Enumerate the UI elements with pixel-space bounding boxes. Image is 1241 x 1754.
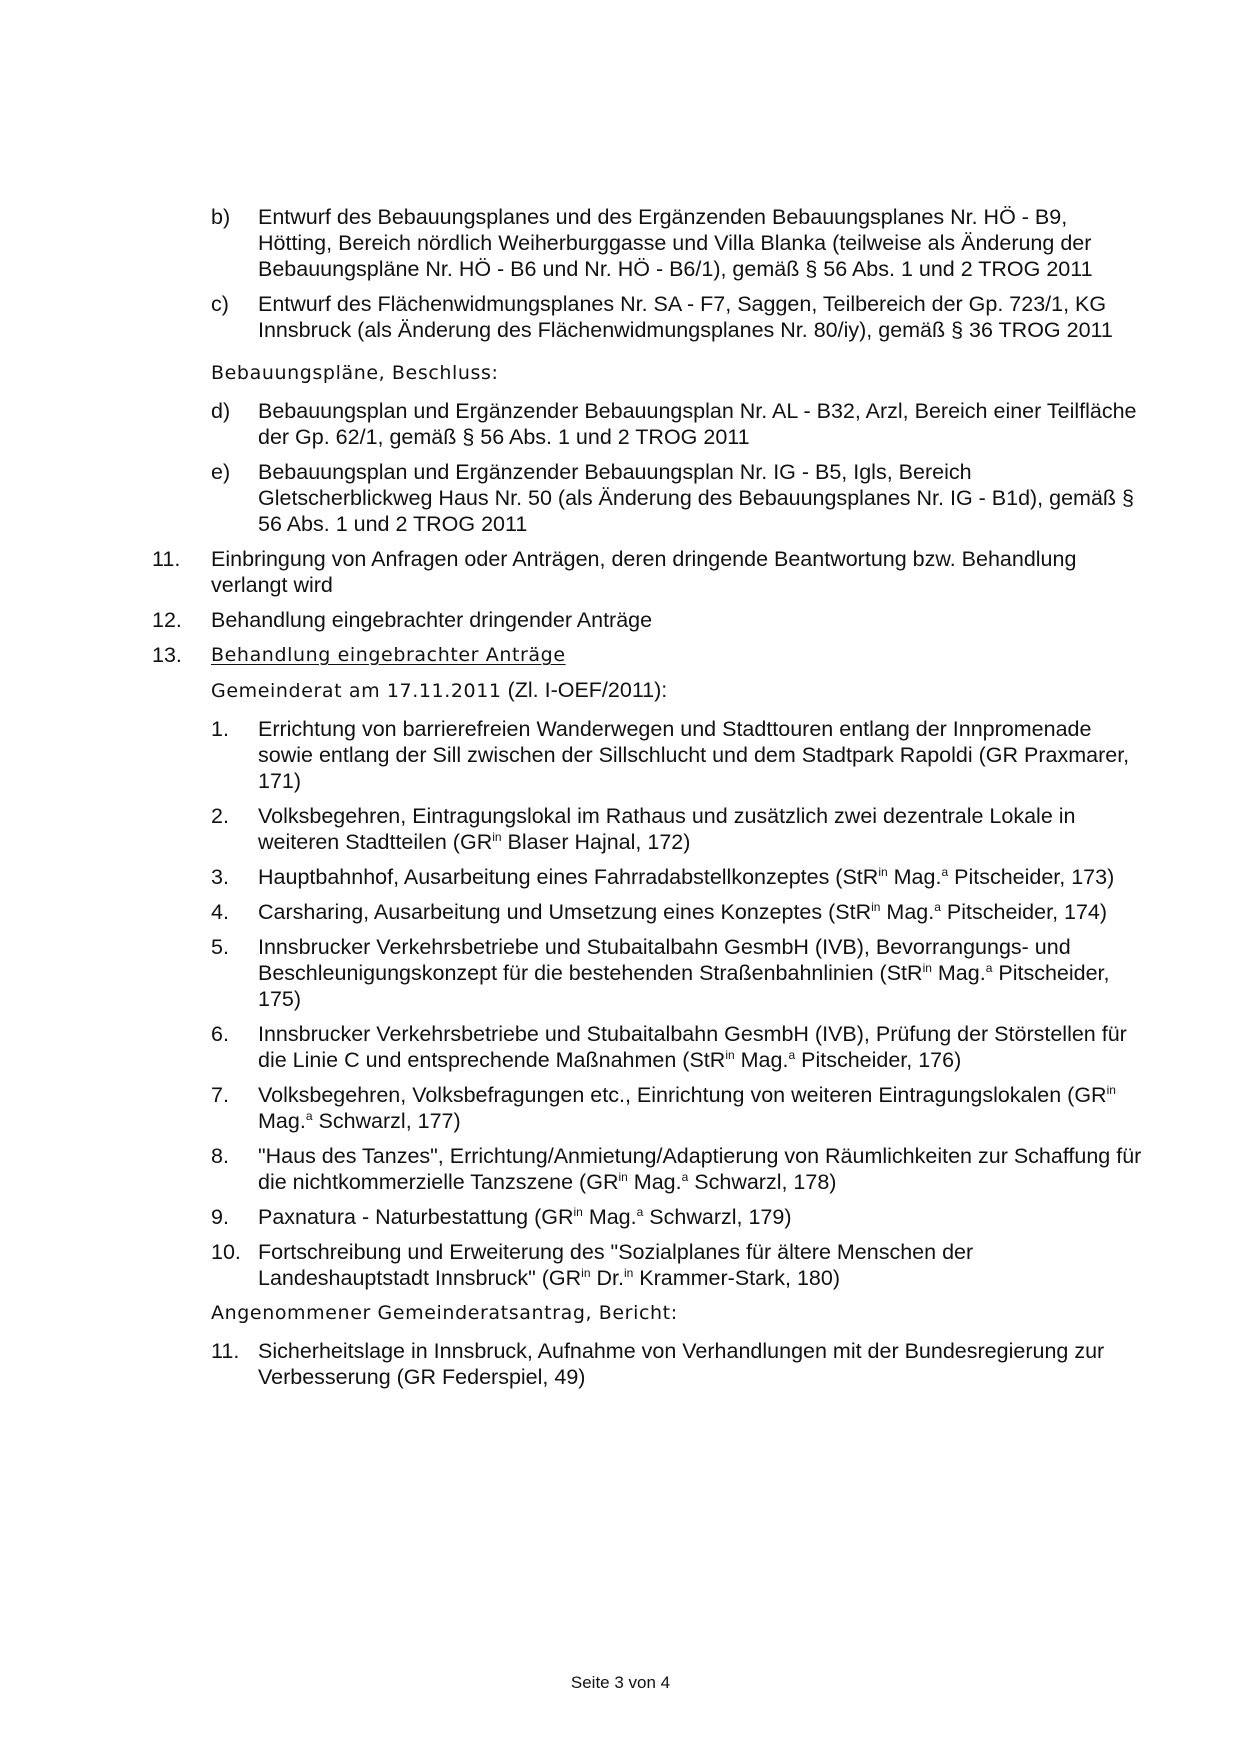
motion-item-7 xyxy=(211,1082,1142,1134)
item-text: Bebauungsplan und Ergänzender Bebauungsplan Nr. AL - B32, Arzl, Bereich einer Teilfläche der Gp. 62/1, gemäß § 56 Abs. 1 und 2 TROG 2011 xyxy=(258,399,1137,449)
item-label: 3. xyxy=(211,865,229,889)
text-part: Volksbegehren, Volksbefragungen etc., Einrichtung von weiteren Eintragungslokalen (GR xyxy=(258,1083,1107,1107)
text-part: Mag. xyxy=(880,900,935,924)
item-label: 6. xyxy=(211,1022,229,1046)
text-part: Paxnatura - Naturbestattung (GR xyxy=(258,1205,574,1229)
superscript: in xyxy=(725,1048,735,1062)
item-text xyxy=(258,1204,1142,1230)
item-number: 12. xyxy=(152,608,182,632)
superscript: a xyxy=(934,900,941,914)
agenda-item-12 xyxy=(152,607,1142,633)
motion-item-4 xyxy=(211,899,1142,925)
agenda-subitem-b xyxy=(211,204,1142,282)
item-label: 4. xyxy=(211,900,229,924)
session-reference: (Zl. I-OEF/2011): xyxy=(501,678,668,702)
item-label: b) xyxy=(211,205,231,229)
superscript: in xyxy=(623,1266,634,1280)
session-date: Gemeinderat am 17.11.2011 xyxy=(211,680,502,702)
text-part: Pitscheider, 176) xyxy=(795,1048,962,1072)
superscript: a xyxy=(305,1109,313,1123)
agenda-item-11 xyxy=(152,546,1142,598)
text-part: Hauptbahnhof, Ausarbeitung eines Fahrradabstellkonzeptes (StR xyxy=(258,865,879,889)
motion-item-5 xyxy=(211,934,1142,1012)
section-title: Behandlung eingebrachter Anträge xyxy=(211,644,566,666)
motion-item-10 xyxy=(211,1239,1142,1291)
motion-item-3 xyxy=(211,864,1142,890)
item-label: 11. xyxy=(211,1339,240,1363)
text-part: Innsbrucker Verkehrsbetriebe und Stubaitalbahn GesmbH (IVB), Prüfung der Störstellen für die Linie C und entsprechende Maßnahmen (StR xyxy=(258,1022,1127,1072)
superscript: a xyxy=(788,1048,796,1062)
text-part: Dr. xyxy=(590,1266,624,1290)
text-part: Mag. xyxy=(931,961,986,985)
item-label: 5. xyxy=(211,935,229,959)
text-part: Krammer-Stark, 180) xyxy=(633,1266,840,1290)
text-part: Mag. xyxy=(734,1048,789,1072)
superscript: a xyxy=(636,1205,644,1219)
item-text: Sicherheitslage in Innsbruck, Aufnahme von Verhandlungen mit der Bundesregierung zur Verbesserung (GR Federspiel, 49) xyxy=(258,1339,1105,1389)
superscript: in xyxy=(581,1266,591,1280)
agenda-subitem-e xyxy=(211,459,1142,537)
item-text xyxy=(258,934,1142,1012)
agenda-content xyxy=(152,204,1142,1390)
page-footer: Seite 3 von 4 xyxy=(570,1673,671,1692)
superscript: in xyxy=(618,1170,628,1184)
text-part: Carsharing, Ausarbeitung und Umsetzung eines Konzeptes (StR xyxy=(258,900,872,924)
motion-item-6 xyxy=(211,1021,1142,1073)
text-part: Schwarzl, 177) xyxy=(312,1109,461,1133)
session-subheading xyxy=(211,677,1142,704)
item-label: 8. xyxy=(211,1144,229,1168)
item-text xyxy=(258,1239,1142,1291)
text-part: Fortschreibung und Erweiterung des "Sozialplanes für ältere Menschen der Landeshauptstadt Innsbruck" (GR xyxy=(258,1240,974,1290)
text-part: Mag. xyxy=(627,1170,682,1194)
agenda-item-13 xyxy=(152,642,1142,668)
item-text: Bebauungsplan und Ergänzender Bebauungsplan Nr. IG - B5, Igls, Bereich Gletscherblickweg Haus Nr. 50 (als Änderung des Bebauungsplanes Nr. IG - B1d), gemäß § 56 Abs. 1 und 2 TROG 2011 xyxy=(258,460,1134,536)
item-text xyxy=(258,864,1142,890)
text-part: Mag. xyxy=(258,1109,306,1133)
text-part: Volksbegehren, Eintragungslokal im Rathaus und zusätzlich zwei dezentrale Lokale in weiteren Stadtteilen (GR xyxy=(258,804,1076,854)
text-part: Pitscheider, 175) xyxy=(258,961,1110,1011)
superscript: a xyxy=(941,865,949,879)
text-part: Schwarzl, 179) xyxy=(643,1205,792,1229)
agenda-subitem-d xyxy=(211,398,1142,450)
superscript: in xyxy=(1106,1083,1116,1097)
item-text: Behandlung eingebrachter dringender Anträge xyxy=(211,608,653,632)
superscript: in xyxy=(573,1205,583,1219)
superscript: a xyxy=(985,961,993,975)
motion-item-11 xyxy=(211,1338,1142,1390)
subheading-bebauungsplaene: Bebauungspläne, Beschluss: xyxy=(211,362,499,384)
item-label: d) xyxy=(211,399,231,423)
text-part: Schwarzl, 178) xyxy=(688,1170,837,1194)
text-part: Pitscheider, 173) xyxy=(948,865,1115,889)
item-label: 9. xyxy=(211,1205,229,1229)
item-label: 2. xyxy=(211,804,229,828)
item-text: Entwurf des Flächenwidmungsplanes Nr. SA - F7, Saggen, Teilbereich der Gp. 723/1, KG Innsbruck (als Änderung des Flächenwidmungsplanes Nr. 80/iy), gemäß § 36 TROG 2011 xyxy=(258,292,1113,342)
item-text: Einbringung von Anfragen oder Anträgen, deren dringende Beantwortung bzw. Behandlung verlangt wird xyxy=(211,547,1077,597)
superscript: a xyxy=(681,1170,689,1184)
motion-item-2 xyxy=(211,803,1142,855)
item-label: 7. xyxy=(211,1083,229,1107)
item-label: 1. xyxy=(211,717,229,741)
item-label: 10. xyxy=(211,1240,241,1264)
agenda-subitem-c xyxy=(211,291,1142,343)
text-part: Pitscheider, 174) xyxy=(940,900,1108,924)
item-number: 11. xyxy=(152,547,181,571)
item-number: 13. xyxy=(152,643,182,667)
item-text xyxy=(258,1021,1142,1073)
item-text xyxy=(258,803,1142,855)
superscript: in xyxy=(922,961,932,975)
item-text xyxy=(258,1143,1142,1195)
text-part: Blaser Hajnal, 172) xyxy=(501,830,691,854)
item-label: c) xyxy=(211,292,229,316)
subheading-antrag-bericht: Angenommener Gemeinderatsantrag, Bericht: xyxy=(211,1302,678,1324)
superscript: in xyxy=(871,900,881,914)
item-label: e) xyxy=(211,460,231,484)
motion-item-8 xyxy=(211,1143,1142,1195)
text-part: Innsbrucker Verkehrsbetriebe und Stubaitalbahn GesmbH (IVB), Bevorrangungs- und Beschleunigungskonzept für die bestehenden Straßenbahnlinien (StR xyxy=(258,935,1071,985)
motion-item-9 xyxy=(211,1204,1142,1230)
motion-item-1 xyxy=(211,716,1142,794)
item-text: Errichtung von barrierefreien Wanderwegen und Stadttouren entlang der Innpromenade sowie entlang der Sill zwischen der Sillschlucht und dem Stadtpark Rapoldi (GR Praxmarer, 171) xyxy=(258,717,1130,793)
superscript: in xyxy=(878,865,888,879)
text-part: Mag. xyxy=(582,1205,637,1229)
item-text xyxy=(258,1082,1142,1134)
superscript: in xyxy=(492,830,502,844)
text-part: "Haus des Tanzes", Errichtung/Anmietung/Adaptierung von Räumlichkeiten zur Schaffung für die nichtkommerzielle Tanzszene (GR xyxy=(258,1144,1142,1194)
item-text: Entwurf des Bebauungsplanes und des Ergänzenden Bebauungsplanes Nr. HÖ - B9, Hötting, Bereich nördlich Weiherburggasse und Villa Blanka (teilweise als Änderung der Bebauungspläne Nr. HÖ - B6 und Nr. HÖ - B6/1), gemäß § 56 Abs. 1 und 2 TROG 2011 xyxy=(258,205,1093,281)
text-part: Mag. xyxy=(887,865,942,889)
item-text xyxy=(258,899,1142,925)
